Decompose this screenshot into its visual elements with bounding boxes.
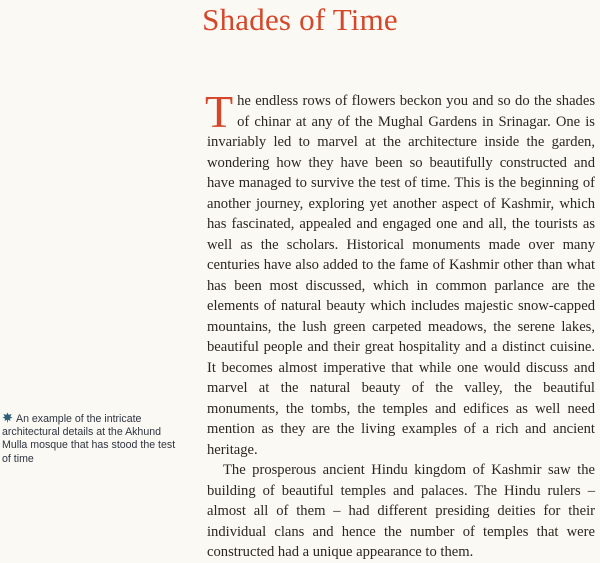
paragraph-2: The prosperous ancient Hindu kingdom of Kashmir saw the building of beautiful temples and palaces. The Hindu rulers – almost all of them – had different presiding deities for their individual clans and hence the number of temples that were constructed had a unique appearance to them.	[207, 462, 595, 560]
article-body	[205, 86, 595, 563]
page-title: Shades of Time	[202, 2, 398, 37]
drop-cap: T	[205, 86, 234, 137]
paragraph-1-text: he endless rows of flowers beckon you and so do the shades of chinar at any of the Mughal Gardens in Srinagar. One is invariably led to marvel at the architecture inside the garden, wondering how they have been so beautifully constructed and have managed to survive the test of time. This is the beginning of another journey, exploring yet another aspect of Kashmir, which has fascinated, appealed and engaged one and all, the tourists as well as the scholars. Historical monuments made over many centuries have also added to the fame of Kashmir other than what has been most discussed, which in common parlance are the elements of natural beauty which includes majestic snow-capped mountains, the lush green carpeted meadows, the serene lakes, beautiful people and their great hospitality and a distinct cuisine. It becomes almost imperative that while one would discuss and marvel at the natural beauty of the valley, the beautiful monuments, the tombs, the temples and edifices as well need mention as they are the living examples of a rich and ancient heritage.	[207, 93, 595, 458]
paragraph-1	[205, 86, 595, 460]
caption-text: An example of the intricate architectural details at the Akhund Mulla mosque that has stood the test of time	[2, 413, 176, 465]
image-caption	[2, 412, 180, 466]
chinar-leaf-icon	[2, 412, 13, 423]
